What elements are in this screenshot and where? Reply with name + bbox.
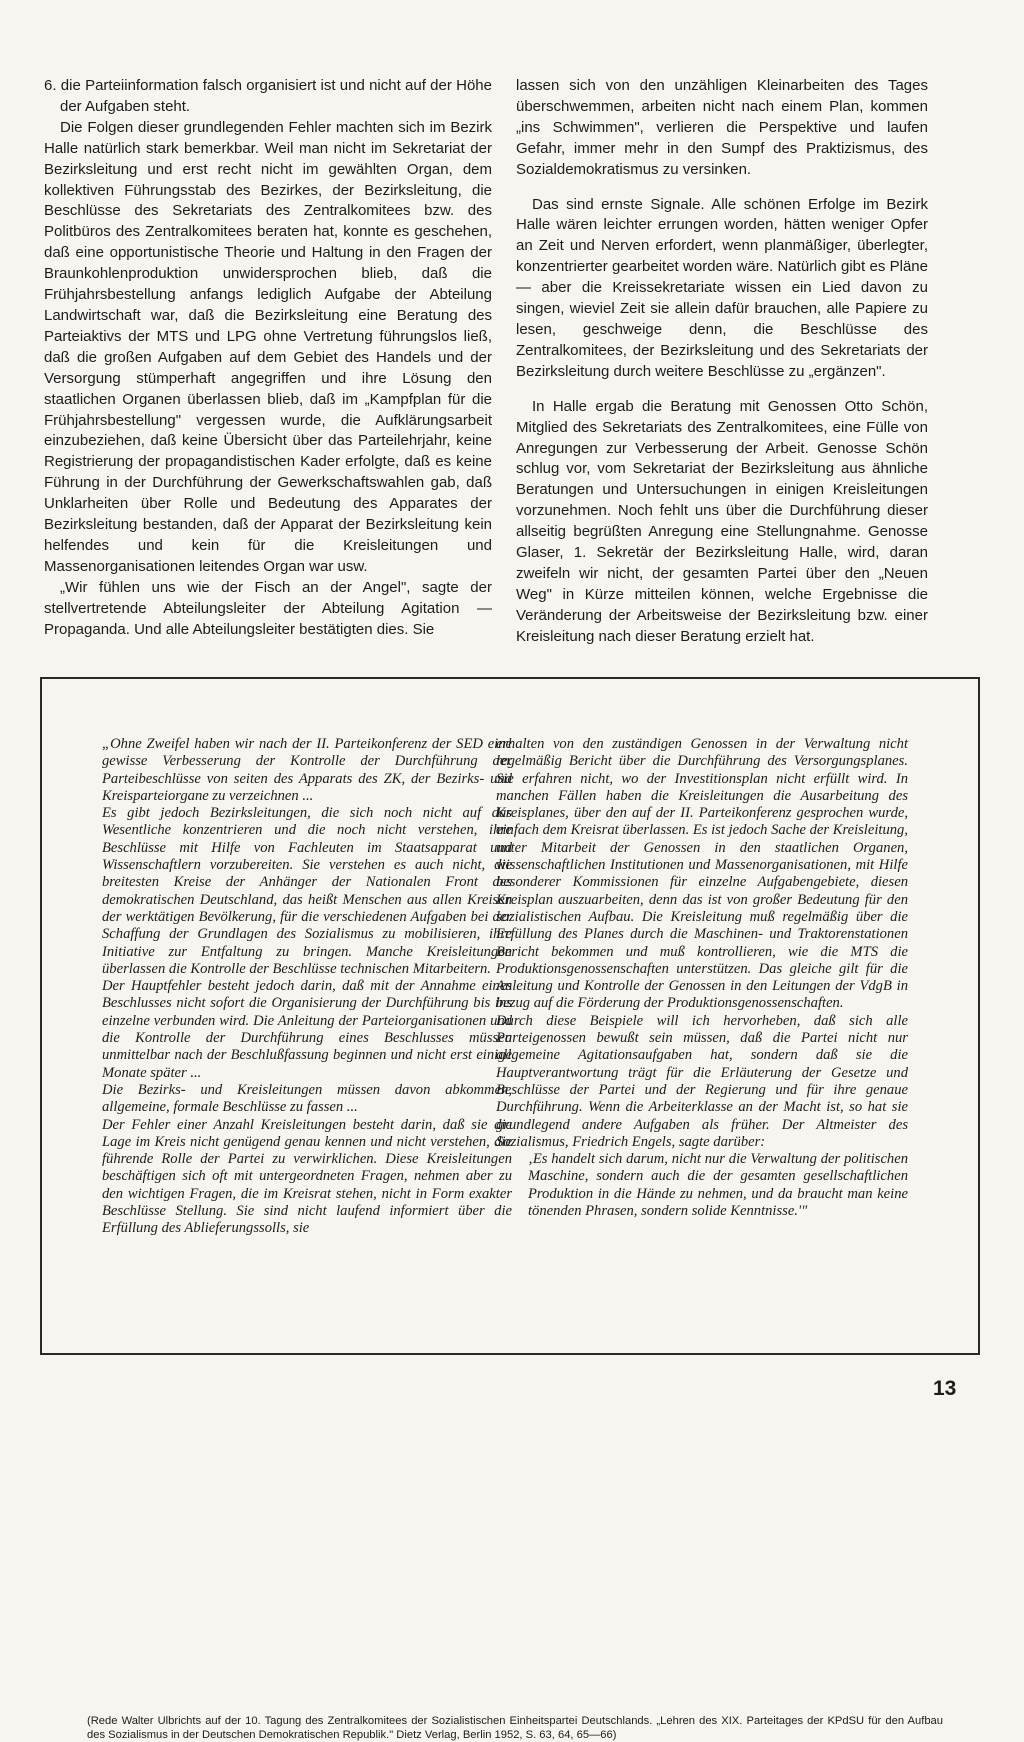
paragraph: „Wir fühlen uns wie der Fisch an der Angel", sagte der stellvertretende Abteilungsleiter der Abteilung Agitation — Propaganda. Und alle Abteilungsleiter bestätigten dies. Sie	[44, 578, 492, 638]
paragraph: lassen sich von den unzähligen Kleinarbeiten des Tages überschwemmen, arbeiten nicht nach einem Plan, kommen „ins Schwimmen", verlieren die Perspektive und laufen Gefahr, immer mehr in den Sumpf des Praktizismus, des Sozialdemokratismus zu versinken.	[516, 77, 928, 178]
quote-left-column	[102, 736, 512, 1238]
paragraph: Das sind ernste Signale. Alle schönen Erfolge im Bezirk Halle wären leichter errungen worden, hätten weniger Opfer an Zeit und Nerven erfordert, wenn planmäßiger, überlegter, konzentrierter gearbeitet worden wäre. Natürlich gibt es Pläne — aber die Kreissekretariate wissen ein Lied davon zu singen, wieviel Zeit sie allein dafür brauchen, alle Papiere zu lesen, geschweige denn, die Beschlüsse des Zentralkomitees, der Bezirksleitung und des Sekretariats der Bezirksleitung durch weitere Beschlüsse zu „ergänzen".	[516, 195, 928, 380]
quote-paragraph: „Ohne Zweifel haben wir nach der II. Parteikonferenz der SED eine gewisse Verbesserung der Kontrolle der Durchführung der Parteibeschlüsse von seiten des Apparats des ZK, der Bezirks- und Kreisparteiorgane zu verzeichnen ...	[102, 736, 512, 804]
quote-paragraph: Die Bezirks- und Kreisleitungen müssen davon abkommen, allgemeine, formale Beschlüsse zu fassen ...	[102, 1081, 512, 1116]
right-text-column	[516, 76, 928, 648]
page-number: 13	[933, 1377, 957, 1400]
list-item-6: 6. die Parteiinformation falsch organisiert ist und nicht auf der Höhe der Aufgaben steht.	[44, 77, 492, 115]
paragraph: Die Folgen dieser grundlegenden Fehler machten sich im Bezirk Halle natürlich stark bemerkbar. Weil man nicht im Sekretariat der Bezirksleitung und erst recht nicht im gewählten Organ, dem kollektiven Führungsstab des Bezirkes, der Bezirksleitung, die Beschlüsse des Sekretariats des Zentralkomitees bzw. des Politbüros des Zentralkomitees beraten hat, konnte es geschehen, daß eine opportunistische Theorie und Haltung in den Fragen der Braunkohlenproduktion unwidersprochen blieb, daß die Frühjahrsbestellung anfangs lediglich Aufgabe der Abteilung Landwirtschaft war, daß die Bezirksleitung eine Beratung des Parteiaktivs der MTS und LPG ohne Vertretung führungslos ließ, daß die großen Aufgaben auf dem Gebiet des Handels und der Versorgung stümperhaft angegriffen und ihre Lösung den staatlichen Organen überlassen blieb, daß im „Kampfplan für die Frühjahrsbestellung" vergessen wurde, die Aufklärungsarbeit einzubeziehen, daß keine Übersicht über das Parteilehrjahr, keine Registrierung der propagandistischen Kader erfolgte, daß es keine Führung in der Durchführung der Gewerkschaftswahlen gab, daß Unklarheiten über Rolle und Bedeutung des Apparates der Bezirksleitung bestanden, daß der Apparat der Bezirksleitung kein helfendes und kein für die Kreisleitungen und Massenorganisationen leitendes Organ war usw.	[44, 118, 492, 575]
left-text-column	[44, 76, 492, 640]
engels-quote: ‚Es handelt sich darum, nicht nur die Verwaltung der politischen Maschine, sondern auch die der gesamten gesellschaftlichen Produktion in die Hände zu nehmen, und da braucht man keine tönenden Phrasen, sondern solide Kenntnisse.'"	[528, 1151, 908, 1220]
quote-paragraph: Durch diese Beispiele will ich hervorheben, daß sich alle Parteigenossen bewußt sein müssen, daß die Partei nicht nur allgemeine Agitationsaufgaben hat, sondern daß sie die Hauptverantwortung trägt für die Erläuterung der Gesetze und Beschlüsse der Partei und der Regierung und für ihre genaue Durchführung. Wenn die Arbeiterklasse an der Macht ist, so hat sie grundlegend andere Aufgaben als früher. Der Altmeister des Sozialismus, Friedrich Engels, sagte darüber:	[496, 1012, 908, 1150]
quote-paragraph: Der Fehler einer Anzahl Kreisleitungen besteht darin, daß sie die Lage im Kreis nicht genügend genau kennen und nicht verstehen, die führende Rolle der Partei zu verwirklichen. Diese Kreisleitungen beschäftigen sich oft mit untergeordneten Fragen, nehmen aber zu den wichtigen Fragen, die im Kreisrat stehen, nicht in Form exakter Beschlüsse Stellung. Sie sind nicht laufend informiert über die Erfüllung des Ablieferungssolls, sie	[102, 1116, 512, 1237]
quote-paragraph: Der Hauptfehler besteht jedoch darin, daß mit der Annahme eines Beschlusses nicht sofort die Organisierung der Durchführung bis ins einzelne verbunden wird. Die Anleitung der Parteiorganisationen und die Kontrolle der Durchführung eines Beschlusses müssen unmittelbar nach der Beschlußfassung beginnen und nicht erst einige Monate später ...	[102, 978, 512, 1081]
quote-source-citation: (Rede Walter Ulbrichts auf der 10. Tagung des Zentralkomitees der Sozialistischen Einheitspartei Deutschlands. „Lehren des XIX. Parteitages der KPdSU für den Aufbau des Sozialismus in der Deutschen Demokratischen Republik." Dietz Verlag, Berlin 1952, S. 63, 64, 65—66)	[87, 1715, 943, 1741]
quote-paragraph: erhalten von den zuständigen Genossen in der Verwaltung nicht regelmäßig Bericht über die Durchführung des Versorgungsplanes. Sie erfahren nicht, wo der Investitionsplan nicht erfüllt wird. In manchen Fällen haben die Kreisleitungen die Ausarbeitung des Kreisplanes, über den auf der II. Parteikonferenz gesprochen wurde, einfach dem Kreisrat überlassen. Es ist jedoch Sache der Kreisleitung, unter Mitarbeit der Genossen in den staatlichen Organen, wissenschaftlichen Institutionen und Massenorganisationen, mit Hilfe besonderer Kommissionen für einzelne Aufgabengebiete, diesen Kreisplan auszuarbeiten, denn das ist von großer Bedeutung für den sozialistischen Aufbau. Die Kreisleitung muß regelmäßig über die Erfüllung des Planes durch die Maschinen- und Traktorenstationen Bericht bekommen und muß kontrollieren, wie die MTS die Produktionsgenossenschaften unterstützen. Das gleiche gilt für die Anleitung und Kontrolle der Genossen in den Leitungen der VdgB in bezug auf die Förderung der Produktionsgenossenschaften.	[496, 736, 908, 1012]
quote-right-column	[496, 736, 908, 1220]
quote-paragraph: Es gibt jedoch Bezirksleitungen, die sich noch nicht auf das Wesentliche konzentrieren und die noch nicht verstehen, ihre Beschlüsse mit Hilfe von Fachleuten im Staatsapparat und Wissenschaftlern vorzubereiten. Sie verstehen es auch nicht, die breitesten Kreise der Anhänger der Nationalen Front des demokratischen Deutschland, das heißt Menschen aus allen Kreisen der werktätigen Bevölkerung, für die verschiedenen Aufgaben bei der Schaffung der Grundlagen des Sozialismus zu mobilisieren, ihre Initiative zur Entfaltung zu bringen. Manche Kreisleitungen überlassen die Kontrolle der Beschlüsse technischen Mitarbeitern.	[102, 805, 512, 977]
paragraph: In Halle ergab die Beratung mit Genossen Otto Schön, Mitglied des Sekretariats des Zentralkomitees, eine Fülle von Anregungen zur Verbesserung der Arbeit. Genosse Schön schlug vor, vom Sekretariat der Bezirksleitung aus ähnliche Beratungen und Untersuchungen in einigen Kreisleitungen vorzunehmen. Noch fehlt uns über die Durchführung dieser allseitig begrüßten Anregung eine Stellungnahme. Genosse Glaser, 1. Sekretär der Bezirksleitung Halle, wird, daran zweifeln wir nicht, der gesamten Partei über den „Neuen Weg" in Kürze mitteilen können, welche Ergebnisse die Veränderung der Arbeitsweise der Bezirksleitung bzw. einer Kreisleitung nach dieser Beratung erzielt hat.	[516, 397, 928, 645]
